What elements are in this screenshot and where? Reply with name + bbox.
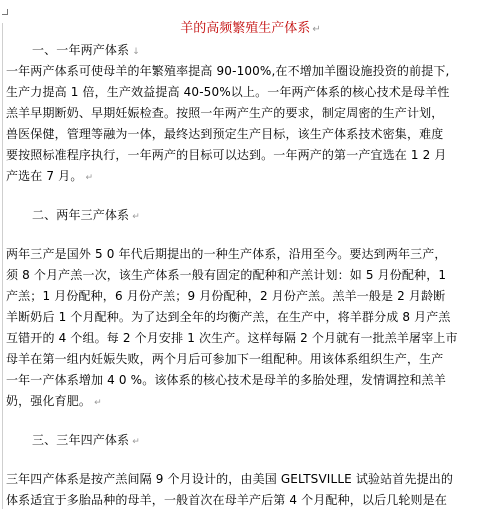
title-text: 羊的高频繁殖生产体系 bbox=[180, 21, 311, 36]
body-line: 体系适宜于多胎品种的母羊，一般首次在母羊产后第 4 个月配种，以后几轮则是在 bbox=[6, 493, 447, 507]
body-text: 产选在 7 月。 bbox=[6, 169, 83, 183]
paragraph-mark-icon: ↵ bbox=[132, 437, 140, 447]
paragraph-mark-icon: ↵ bbox=[85, 173, 94, 183]
body-line bbox=[6, 168, 93, 186]
section-heading bbox=[32, 42, 140, 60]
body-line: 互错开的 4 个组。每 2 个月安排 1 次生产。这样每隔 2 个月就有一批羔羊屠宰上市 bbox=[6, 331, 458, 345]
body-line: 母羊在第一组内妊娠失败，两个月后可参加下一组配种。用该体系组织生产，生产 bbox=[6, 352, 444, 366]
heading-text: 三、三年四产体系 bbox=[32, 433, 130, 447]
body-line: 两年三产是国外 5 0 年代后期提出的一种生产体系，沿用至今。要达到两年三产， bbox=[6, 247, 447, 261]
heading-text: 一、一年两产体系 bbox=[32, 43, 130, 57]
section-heading bbox=[32, 432, 140, 450]
body-line: 产羔；1 月份配种，6 月份产羔；9 月份配种，2 月份产羔。羔羊一般是 2 月龄断 bbox=[6, 289, 446, 303]
document-title bbox=[0, 21, 501, 38]
body-line: 三年四产体系是按产羔间隔 9 个月设计的，由美国 GELTSVILLE 试验站首先提出的 bbox=[6, 472, 454, 486]
body-line: 羊断奶后 1 个月配种。为了达到全年的均衡产羔，在生产中，将羊群分成 8 月产羔 bbox=[6, 310, 451, 324]
body-line: 一年一产体系增加 4 0 %。该体系的核心技术是母羊的多胎处理，发情调控和羔羊 bbox=[6, 373, 446, 387]
page-corner-mark bbox=[2, 9, 8, 15]
paragraph-mark-icon: ↓ bbox=[132, 47, 140, 57]
body-text: 奶，强化育肥。 bbox=[6, 394, 92, 408]
body-line: 生产力提高 1 倍，生产效益提高 40-50%以上。一年两产体系的核心技术是母羊性 bbox=[6, 85, 450, 99]
body-line: 一年两产体系可使母羊的年繁殖率提高 90-100%,在不增加羊圈设施投资的前提下, bbox=[6, 64, 450, 78]
heading-text: 二、两年三产体系 bbox=[32, 208, 130, 222]
section-heading bbox=[32, 207, 140, 225]
body-line bbox=[6, 393, 102, 411]
paragraph-mark-icon: ↵ bbox=[312, 24, 321, 35]
paragraph-mark-icon: ↵ bbox=[94, 398, 102, 408]
body-line: 要按照标准程序执行，一年两产的目标可以达到。一年两产的第一产宜选在 1 2 月 bbox=[6, 148, 447, 162]
body-line: 羔羊早期断奶、早期妊娠检查。按照一年两产生产的要求，制定周密的生产计划， bbox=[6, 106, 444, 120]
paragraph-mark-icon: ↵ bbox=[132, 212, 140, 222]
page-margin-line bbox=[2, 23, 3, 509]
body-line: 须 8 个月产羔一次，该生产体系一般有固定的配种和产羔计划：如 5 月份配种，1 bbox=[6, 268, 447, 282]
body-line: 兽医保健，管理等融为一体，最终达到预定生产目标，该生产体系技术密集，难度 bbox=[6, 127, 444, 141]
